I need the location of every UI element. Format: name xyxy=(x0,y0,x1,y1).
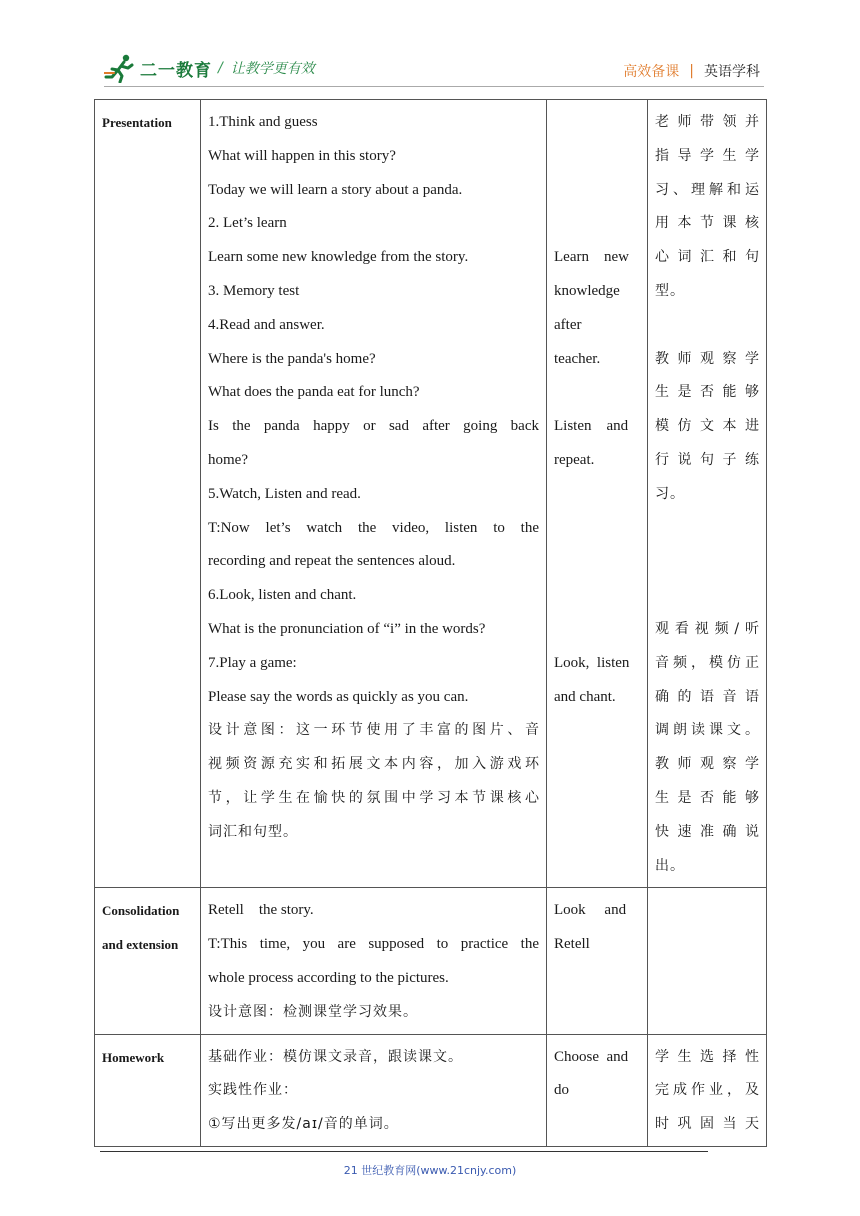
text-line: What will happen in this story? xyxy=(208,147,396,164)
header-right xyxy=(623,61,760,81)
text-line: 2. Let’s learn xyxy=(208,215,287,232)
text-line: What does the panda eat for lunch? xyxy=(208,384,420,401)
text-line: 6.Look, listen and chant. xyxy=(208,587,357,604)
text-line: ①写出更多发/aɪ/音的单词。 xyxy=(208,1116,399,1133)
footer-rule xyxy=(100,1151,708,1152)
stage-label: and extension xyxy=(102,937,179,953)
text-line: T:Now let’s watch the video, listen to the xyxy=(208,519,539,536)
note-line: 快速准确说 xyxy=(655,823,759,840)
note-line: 生是否能够 xyxy=(655,789,759,806)
notes-cell xyxy=(648,1034,767,1146)
design-intent-line: 词汇和句型。 xyxy=(208,823,298,840)
text-line: 4.Read and answer. xyxy=(208,316,325,333)
note-line: 习。 xyxy=(655,485,685,502)
header-rule xyxy=(104,86,764,87)
note-line: 教师观察学 xyxy=(655,350,759,367)
note-line: 生是否能够 xyxy=(655,384,759,401)
text-line: Where is the panda's home? xyxy=(208,350,376,367)
note-line: 模仿文本进 xyxy=(655,418,759,435)
notes-cell xyxy=(648,100,767,888)
logo-text: 二一教育 xyxy=(140,60,212,81)
text-line: Retell xyxy=(554,936,590,953)
footer-source: 21 世纪教育网(www.21cnjy.com) xyxy=(343,1164,517,1177)
text-line: Learn new xyxy=(554,249,629,266)
text-line: Please say the words as quickly as you can. xyxy=(208,688,469,705)
text-line: Today we will learn a story about a panda. xyxy=(208,181,463,198)
student-activity-cell xyxy=(547,888,648,1034)
table-row-presentation xyxy=(95,100,767,888)
student-activity-cell xyxy=(547,1034,648,1146)
table-row-consolidation xyxy=(95,888,767,1034)
note-line: 习、理解和运 xyxy=(655,181,759,198)
text-line: 3. Memory test xyxy=(208,282,300,299)
stage-cell xyxy=(95,888,201,1034)
text-line: after xyxy=(554,316,582,333)
text-line: teacher. xyxy=(554,350,601,367)
note-line: 老师带领并 xyxy=(655,114,759,130)
text-line: Retell the story. xyxy=(208,902,314,919)
teacher-activity-cell xyxy=(201,888,547,1034)
text-line: T:This time, you are supposed to practice the xyxy=(208,936,539,953)
student-activity-cell xyxy=(547,100,648,888)
note-line: 完成作业，及 xyxy=(655,1082,759,1099)
logo-separator: / xyxy=(218,60,223,76)
table-row-homework xyxy=(95,1034,767,1146)
text-line: recording and repeat the sentences aloud. xyxy=(208,553,456,570)
text-line: 基础作业：模仿课文录音，跟读课文。 xyxy=(208,1048,463,1065)
text-line: 实践性作业： xyxy=(208,1082,298,1099)
text-line: Learn some new knowledge from the story. xyxy=(208,249,469,266)
page-header xyxy=(104,52,764,88)
text-line: home? xyxy=(208,451,248,468)
lesson-plan-table xyxy=(94,99,767,1147)
design-intent-line: 设计意图：这一环节使用了丰富的图片、音 xyxy=(208,722,539,739)
text-line: whole process according to the pictures. xyxy=(208,969,449,986)
notes-cell xyxy=(648,888,767,1034)
note-line: 音频，模仿正 xyxy=(655,654,759,671)
note-line: 指导学生学 xyxy=(655,147,759,164)
note-line: 型。 xyxy=(655,282,685,299)
text-line: 5.Watch, Listen and read. xyxy=(208,485,361,502)
text-line: 7.Play a game: xyxy=(208,654,297,671)
note-line: 出。 xyxy=(655,857,685,874)
text-line: Look and xyxy=(554,902,627,919)
text-line: Listen and xyxy=(554,418,629,435)
teacher-activity-cell xyxy=(201,100,547,888)
stage-cell xyxy=(95,100,201,888)
note-line: 教师观察学 xyxy=(655,756,759,773)
note-line: 心词汇和句 xyxy=(655,249,759,266)
note-line: 确的语音语 xyxy=(655,688,759,705)
logo-slogan: 让教学更有效 xyxy=(230,61,315,77)
note-line: 用本节课核 xyxy=(655,215,759,232)
note-line: 行说句子练 xyxy=(655,451,759,468)
course-type: 高效备课 xyxy=(623,64,680,80)
running-figure-logo-icon xyxy=(104,53,138,83)
stage-cell xyxy=(95,1034,201,1146)
text-line: 1.Think and guess xyxy=(208,114,318,130)
header-divider: | xyxy=(689,63,694,79)
text-line: knowledge xyxy=(554,282,620,299)
note-line: 学生选择性 xyxy=(655,1048,759,1065)
subject-label: 英语学科 xyxy=(704,64,760,80)
stage-label: Consolidation xyxy=(102,903,180,919)
text-line: Look, listen xyxy=(554,654,630,671)
text-line: What is the pronunciation of “i” in the words? xyxy=(208,620,486,637)
teacher-activity-cell xyxy=(201,1034,547,1146)
text-line: and chant. xyxy=(554,688,616,705)
stage-label: Presentation xyxy=(102,115,172,130)
note-line: 时巩固当天 xyxy=(655,1116,759,1133)
logo xyxy=(104,52,315,84)
design-intent-line: 设计意图：检测课堂学习效果。 xyxy=(208,1003,418,1020)
stage-label: Homework xyxy=(102,1049,165,1065)
text-line: Choose and xyxy=(554,1048,629,1065)
design-intent-line: 节，让学生在愉快的氛围中学习本节课核心 xyxy=(208,789,539,806)
design-intent-line: 视频资源充实和拓展文本内容，加入游戏环 xyxy=(208,756,539,773)
text-line: Is the panda happy or sad after going back xyxy=(208,418,539,435)
text-line: repeat. xyxy=(554,451,595,468)
text-line: do xyxy=(554,1082,569,1099)
note-line: 观看视频/听 xyxy=(655,620,759,637)
note-line: 调朗读课文。 xyxy=(655,722,759,739)
